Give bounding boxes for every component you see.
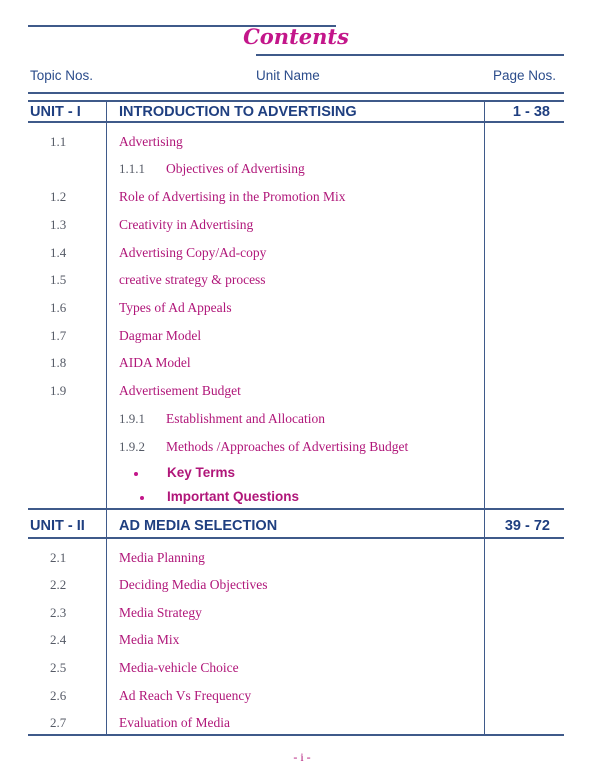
toc-entry[interactable]: 1.8 AIDA Model xyxy=(50,355,191,370)
toc-subentry[interactable]: 1.1.1 Objectives of Advertising xyxy=(119,161,305,176)
toc-entry[interactable]: 2.5 Media-vehicle Choice xyxy=(50,660,239,675)
toc-entry[interactable]: 2.4 Media Mix xyxy=(50,632,180,647)
bullet-icon xyxy=(140,496,144,500)
unit-code: UNIT - II xyxy=(30,518,85,534)
toc-entry[interactable]: 2.3 Media Strategy xyxy=(50,605,202,620)
unit-pages: 1 - 38 xyxy=(512,104,550,120)
toc-entry[interactable]: 1.1 Advertising xyxy=(50,134,183,149)
bullet-icon xyxy=(134,472,138,476)
unit-name: INTRODUCTION TO ADVERTISING xyxy=(119,104,357,120)
page-title: Contents xyxy=(243,24,349,49)
toc-entry[interactable]: 1.4 Advertising Copy/Ad-copy xyxy=(50,245,267,260)
toc-entry[interactable]: 1.7 Dagmar Model xyxy=(50,328,202,343)
toc-entry[interactable]: 2.2 Deciding Media Objectives xyxy=(50,577,268,592)
toc-subentry[interactable]: 1.9.1 Establishment and Allocation xyxy=(119,411,325,426)
toc-bullet-entry[interactable]: Key Terms xyxy=(28,465,564,485)
unit-name: AD MEDIA SELECTION xyxy=(119,518,278,534)
title-block xyxy=(28,22,564,56)
unit-code: UNIT - I xyxy=(30,104,81,120)
page-number: - i - xyxy=(293,750,311,764)
toc-entry[interactable]: 1.2 Role of Advertising in the Promotion Mix xyxy=(50,189,346,204)
header-rule xyxy=(28,92,564,94)
toc-entry[interactable]: 1.5 creative strategy & process xyxy=(50,272,266,287)
header-unit: Unit Name xyxy=(256,68,320,83)
header-page: Page Nos. xyxy=(492,68,556,83)
toc-subentry[interactable]: 1.9.2 Methods /Approaches of Advertising Budget xyxy=(119,439,409,454)
toc-entry[interactable]: 2.7 Evaluation of Media xyxy=(50,715,230,730)
table-rule-bottom xyxy=(28,734,564,736)
toc-entry[interactable]: 1.9 Advertisement Budget xyxy=(50,383,241,398)
unit-pages: 39 - 72 xyxy=(504,518,550,534)
toc-entry[interactable]: 2.6 Ad Reach Vs Frequency xyxy=(50,688,252,703)
column-headers xyxy=(28,68,564,88)
title-rule-bottom xyxy=(256,54,564,56)
toc-entry[interactable]: 1.6 Types of Ad Appeals xyxy=(50,300,232,315)
toc-bullet-entry[interactable]: Important Questions xyxy=(28,489,564,509)
toc-entry[interactable]: 2.1 Media Planning xyxy=(50,550,205,565)
toc-entry[interactable]: 1.3 Creativity in Advertising xyxy=(50,217,254,232)
header-topic: Topic Nos. xyxy=(30,68,94,83)
